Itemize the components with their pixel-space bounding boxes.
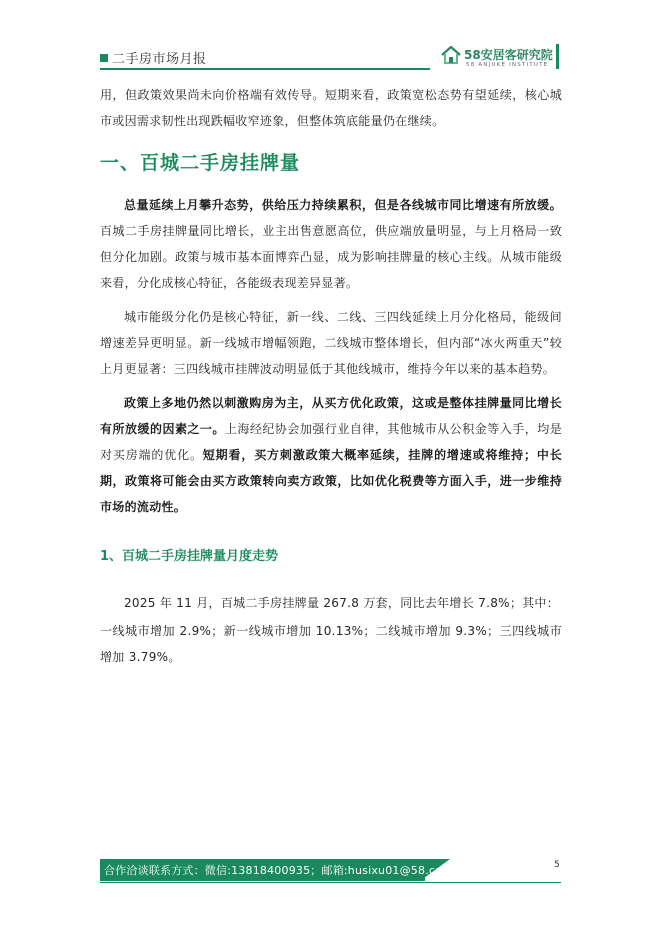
paragraph-3-text: 上海经纪协会加强行业自律，其他城市从公积金等入手，均是对买房端的优化。 <box>100 422 562 462</box>
header-square-icon <box>100 54 108 62</box>
intro-paragraph: 用，但政策效果尚未向价格端有效传导。短期来看，政策宽松态势有望延续，核心城市或因需求韧性出现跌幅收窄迹象，但整体筑底能量仍在继续。 <box>100 88 562 128</box>
page-header <box>0 0 662 80</box>
paragraph-1 <box>100 192 562 296</box>
paragraph-3-conclusion: 短期看，买方刺激政策大概率延续，挂牌的增速或将维持；中长期，政策将可能会由买方政策转向卖方政策，比如优化税费等方面入手，进一步维持市场的流动性。 <box>100 448 563 514</box>
header-vertical-bar <box>556 44 559 69</box>
paragraph-4-line-1: 2025 年 11 月，百城二手房挂牌量 267.8 万套，同比去年增长 7.8%；其中： <box>124 596 560 610</box>
page-body <box>100 82 562 670</box>
page-footer <box>0 850 662 910</box>
institute-logo <box>440 44 560 74</box>
paragraph-4-line-2: 一线城市增加 2.9%；新一线城市增加 10.13%；二线城市增加 9.3%；三四线城市增加 3.79%。 <box>100 624 562 664</box>
paragraph-3-lead: 政策上多地仍然以刺激购房为主，从买方优化政策，这或是整体挂牌量同比增长有所放缓的因素之一。 <box>100 396 562 436</box>
logo-name: 58安居客研究院 <box>464 48 553 62</box>
header-rule <box>100 68 430 70</box>
paragraph-3 <box>100 390 562 520</box>
footer-rule <box>100 882 561 883</box>
page-number: 5 <box>554 860 560 870</box>
subsection-title: 1、百城二手房挂牌量月度走势 <box>100 549 279 564</box>
logo-subtitle: 58 ANJUKE INSTITUTE <box>466 62 549 68</box>
paragraph-2: 城市能级分化仍是核心特征，新一线、二线、三四线延续上月分化格局，能级间增速差异更明显。新一线城市增幅领跑，二线城市整体增长，但内部“冰火两重天”较上月更显著：三四线城市挂牌波动明显低于其他线城市，维持今年以来的基本趋势。 <box>100 310 562 376</box>
report-title: 二手房市场月报 <box>112 52 207 67</box>
contact-info: 合作洽谈联系方式：微信:13818400935；邮箱:husixu01@58.com； <box>104 864 465 877</box>
paragraph-1-text: 百城二手房挂牌量同比增长，业主出售意愿高位，供应端放量明显，与上月格局一致但分化加剧。政策与城市基本面博弈凸显，成为影响挂牌量的核心主线。从城市能级来看，分化成核心特征，各能级表现差异显著。 <box>100 224 562 290</box>
section-title: 一、百城二手房挂牌量 <box>100 152 301 174</box>
logo-house-icon <box>440 44 462 66</box>
paragraph-1-lead: 总量延续上月攀升态势，供给压力持续累积，但是各线城市同比增速有所放缓。 <box>124 198 562 212</box>
